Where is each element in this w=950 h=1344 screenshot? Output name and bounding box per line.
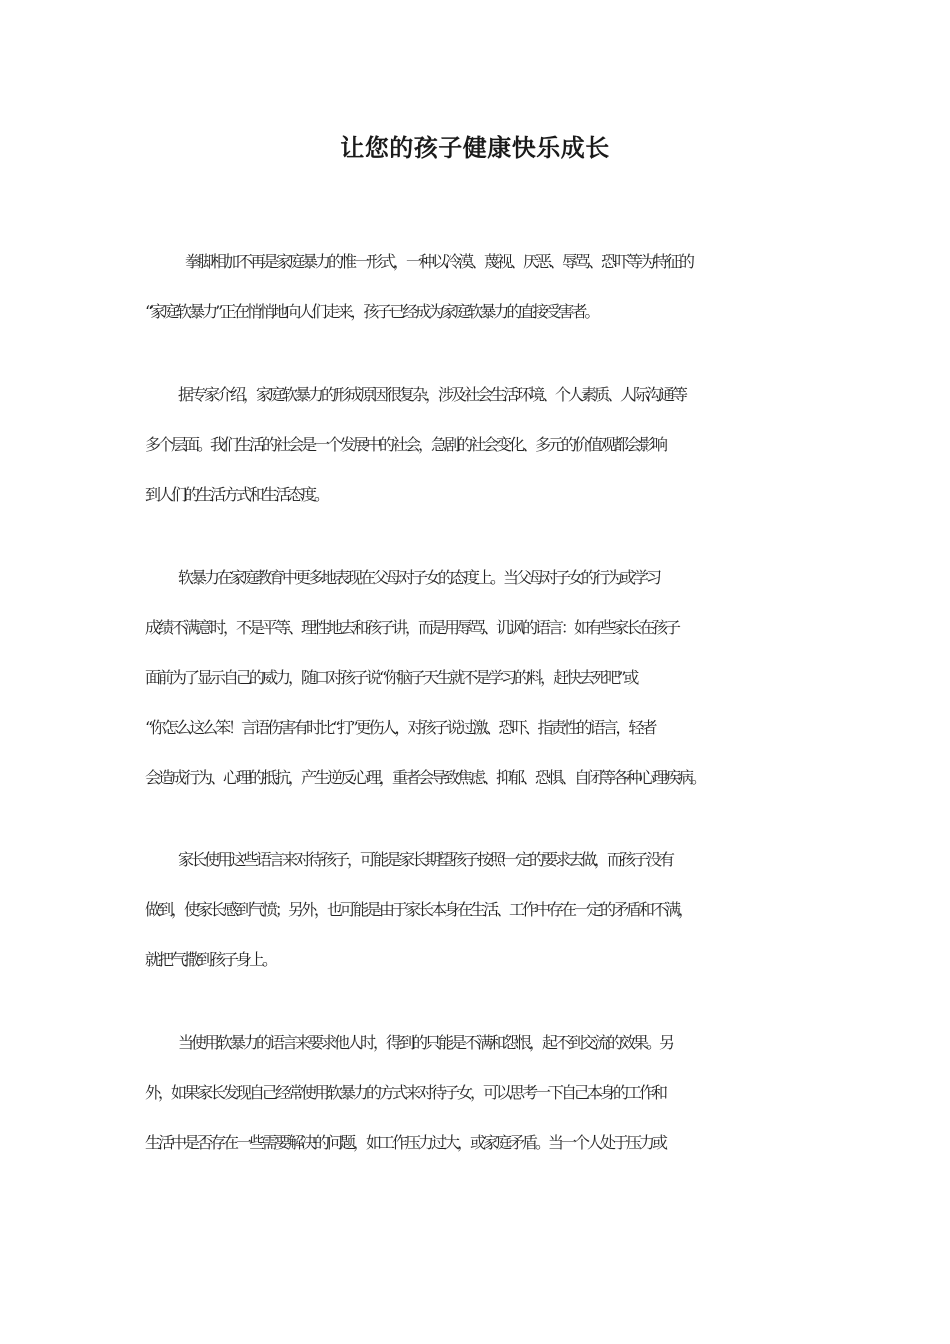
paragraph-3-line-4: “你怎么这么笨！言语伤害有时比“打”更伤人，对孩子说过激、恐吓、指责性的语言，轻者 [145,718,655,737]
page-title: 让您的孩子健康快乐成长 [340,134,610,162]
paragraph-3-line-2: 成绩不满意时，不是平等、理性地去和孩子讲，而是用辱骂、讥讽的语言：如有些家长在孩子 [145,618,679,637]
paragraph-4-line-3: 就把气撒到孩子身上。 [145,950,276,969]
paragraph-5-line-2: 外，如果家长发现自己经常使用软暴力的方式来对待子女，可以思考一下自己本身的工作和 [145,1083,666,1102]
paragraph-1-line-2: “家庭软暴力”正在悄悄地向人们走来，孩子已经成为家庭软暴力的直接受害者。 [145,302,598,321]
paragraph-4-line-1: 家长使用这些语言来对待孩子，可能是家长期望孩子按照一定的要求去做，而孩子没有 [178,850,673,869]
paragraph-3-line-5: 会造成行为、心理的抵抗，产生逆反心理，重者会导致焦虑、抑郁、恐惧、自闭等各种心理疾病。 [145,768,705,787]
paragraph-4-line-2: 做到，使家长感到气愤；另外，也可能是由于家长本身在生活、工作中存在一定的矛盾和不满， [145,900,692,919]
paragraph-5-line-1: 当使用软暴力的语言来要求他人时，得到的只能是不满和怨恨，起不到交流的效果。另 [178,1033,673,1052]
paragraph-3-line-1: 软暴力在家庭教育中更多地表现在父母对子女的态度上。当父母对子女的行为或学习 [178,568,660,587]
paragraph-2-line-1: 据专家介绍，家庭软暴力的形成原因很复杂，涉及社会生活环境、个人素质、人际沟通等 [178,385,686,404]
paragraph-1-line-1: 拳脚相加不再是家庭暴力的惟一形式，一种以冷漠、蔑视、厌恶、辱骂、恐吓等为特征的 [185,252,693,271]
paragraph-2-line-2: 多个层面。我们生活的社会是一个发展中的社会，急剧的社会变化、多元的价值观都会影响 [145,435,666,454]
paragraph-2-line-3: 到人们的生活方式和生活态度。 [145,485,328,504]
paragraph-5-line-3: 生活中是否存在一些需要解决的问题，如工作压力过大，或家庭矛盾。当一个人处于压力或 [145,1133,666,1152]
paragraph-3-line-3: 面前为了显示自己的威力，随口对孩子说“你脑子天生就不是学习的料，赶快去死吧”或 [145,668,637,687]
